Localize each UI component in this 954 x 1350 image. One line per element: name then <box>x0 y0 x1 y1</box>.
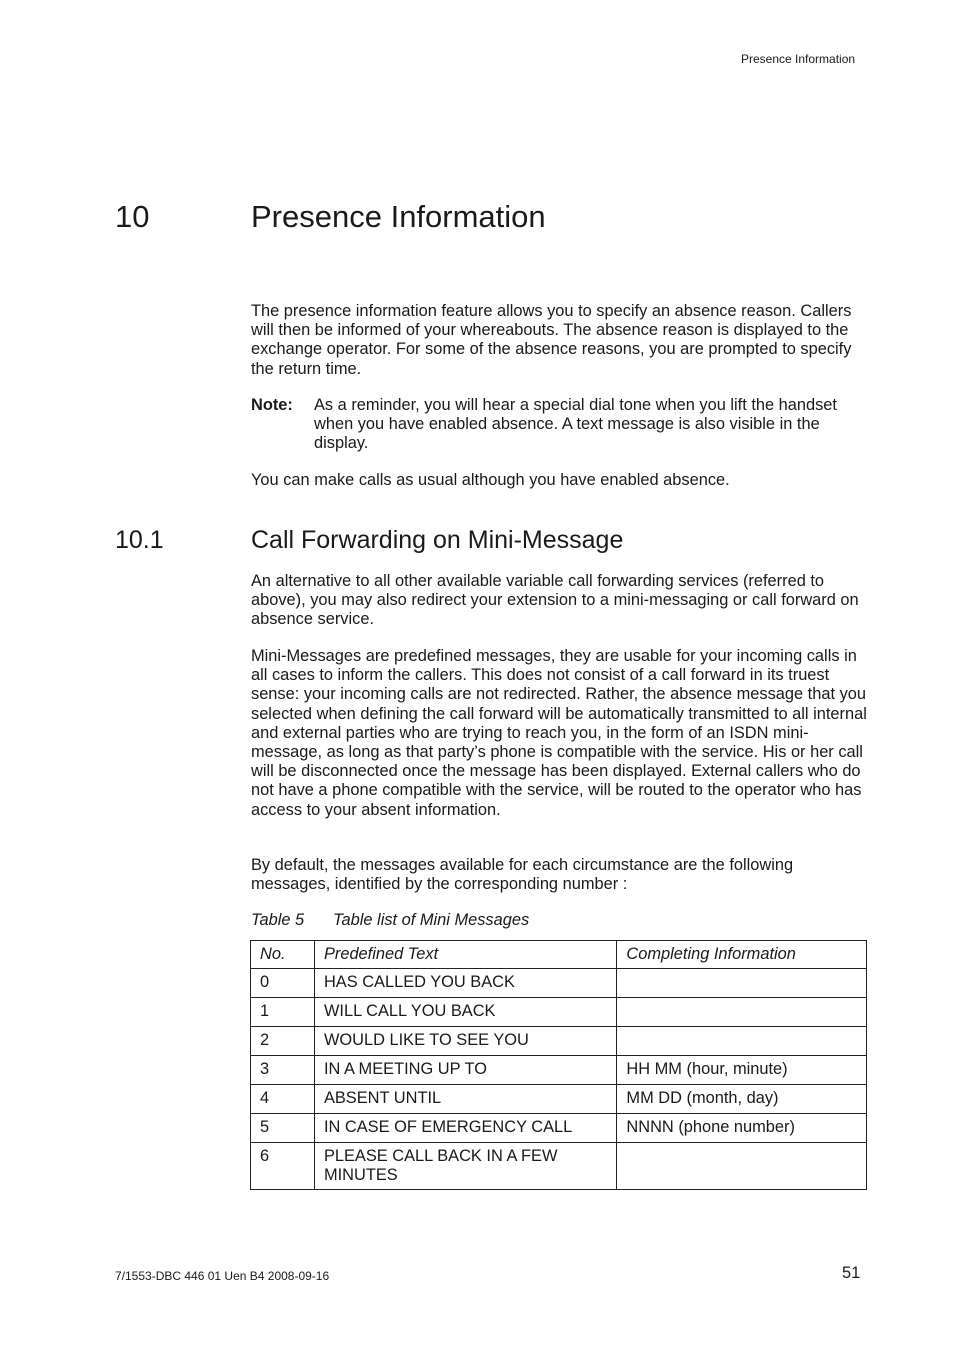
table-row <box>251 1056 867 1085</box>
cell-text: HAS CALLED YOU BACK <box>314 969 616 998</box>
table-header-row <box>251 941 867 969</box>
header-completing-information: Completing Information <box>617 941 867 969</box>
section-paragraph-1: An alternative to all other available variable call forwarding services (referred to above), you may also redirect your extension to a mini-messaging or call forward on absence service. <box>251 572 859 629</box>
section-paragraph-2: Mini-Messages are predefined messages, they are usable for your incoming calls in all cases to inform the callers. This does not consist of a call forward in its truest sense: your incoming calls are not redirected. Rather, the absence message that you selected when defining the call forward will be automatically transmitted to all internal and external parties who are trying to reach you, in the form of an ISDN mini-message, as long as that party’s phone is compatible with the service. His or her call will be disconnected once the message has been displayed. External callers who do not have a phone compatible with the service, will be routed to the operator who has access to your absent information. <box>251 647 867 819</box>
cell-info <box>617 969 867 998</box>
note-text: As a reminder, you will hear a special dial tone when you lift the handset when you have enabled absence. A text message is also visible in the display. <box>314 396 837 453</box>
cell-text: ABSENT UNTIL <box>314 1085 616 1114</box>
cell-info: HH MM (hour, minute) <box>617 1056 867 1085</box>
cell-no: 5 <box>251 1114 315 1143</box>
header-no: No. <box>251 941 315 969</box>
cell-no: 4 <box>251 1085 315 1114</box>
document-id: 7/1553-DBC 446 01 Uen B4 2008-09-16 <box>115 1269 330 1283</box>
note-label: Note: <box>251 396 293 414</box>
section-title: Call Forwarding on Mini-Message <box>251 526 624 554</box>
table-row <box>251 1114 867 1143</box>
cell-no: 2 <box>251 1027 315 1056</box>
cell-text: WOULD LIKE TO SEE YOU <box>314 1027 616 1056</box>
cell-no: 6 <box>251 1143 315 1190</box>
cell-text: WILL CALL YOU BACK <box>314 998 616 1027</box>
table-caption-title: Table list of Mini Messages <box>333 911 530 929</box>
page-number: 51 <box>842 1264 861 1282</box>
running-header: Presence Information <box>741 52 856 66</box>
table-row <box>251 1027 867 1056</box>
cell-no: 0 <box>251 969 315 998</box>
table-row <box>251 1085 867 1114</box>
header-predefined-text: Predefined Text <box>314 941 616 969</box>
cell-info <box>617 1027 867 1056</box>
cell-text: IN CASE OF EMERGENCY CALL <box>314 1114 616 1143</box>
table-row <box>251 998 867 1027</box>
table-row <box>251 1143 867 1190</box>
section-paragraph-3: By default, the messages available for each circumstance are the following messages, identified by the corresponding number : <box>251 856 794 894</box>
cell-no: 3 <box>251 1056 315 1085</box>
cell-info: MM DD (month, day) <box>617 1085 867 1114</box>
cell-info <box>617 998 867 1027</box>
mini-messages-table <box>250 940 867 1190</box>
cell-text: PLEASE CALL BACK IN A FEW MINUTES <box>314 1143 616 1190</box>
cell-no: 1 <box>251 998 315 1027</box>
cell-info: NNNN (phone number) <box>617 1114 867 1143</box>
table-row <box>251 969 867 998</box>
usage-paragraph: You can make calls as usual although you have enabled absence. <box>251 471 730 489</box>
table-caption <box>251 911 530 930</box>
cell-text: IN A MEETING UP TO <box>314 1056 616 1085</box>
section-number: 10.1 <box>115 526 164 554</box>
cell-info <box>617 1143 867 1190</box>
chapter-title: Presence Information <box>251 199 546 234</box>
intro-paragraph: The presence information feature allows you to specify an absence reason. Callers will then be informed of your whereabouts. The absence reason is displayed to the exchange operator. For some of the absence reasons, you are prompted to specify the return time. <box>251 302 852 378</box>
table-caption-label: Table 5 <box>251 911 305 929</box>
chapter-number: 10 <box>115 199 150 234</box>
